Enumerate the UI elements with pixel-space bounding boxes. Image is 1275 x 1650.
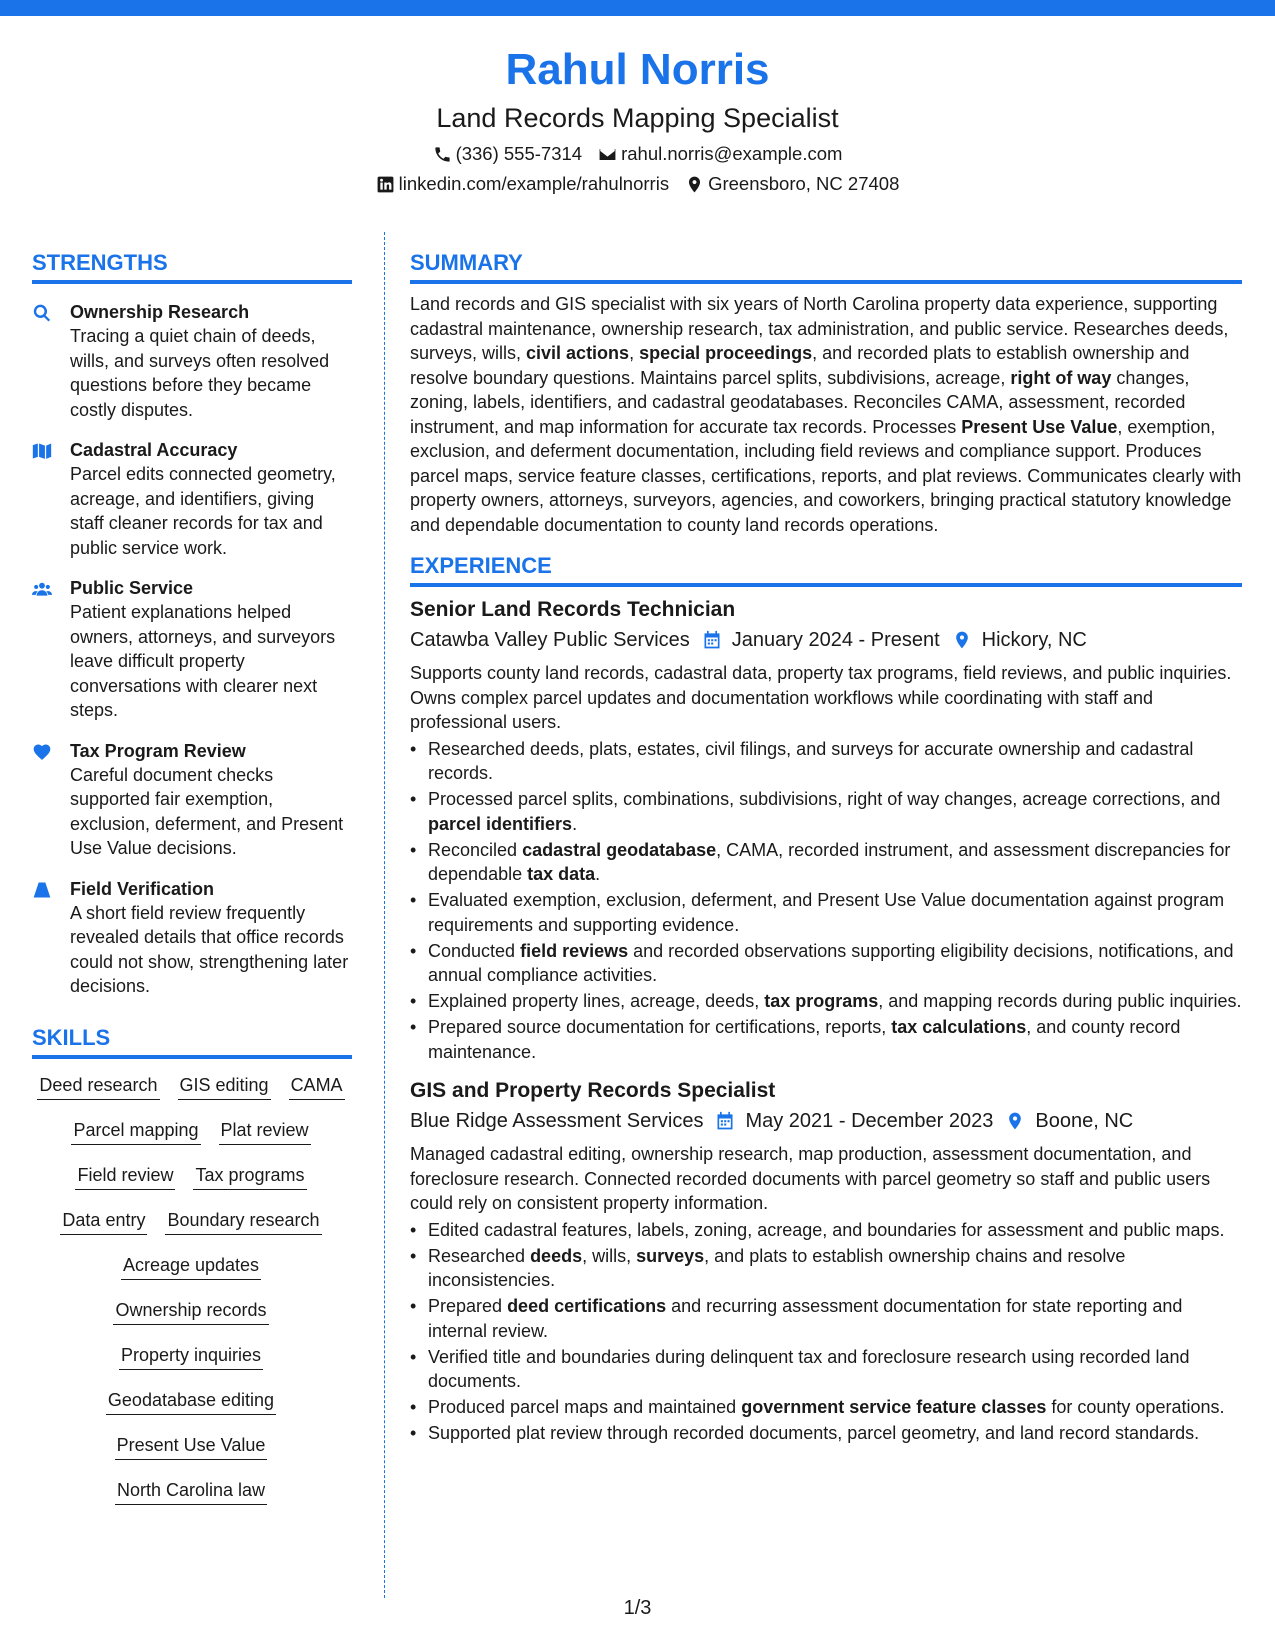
bold-text: tax data	[527, 864, 596, 884]
skill-row	[32, 1253, 350, 1280]
phone-text: (336) 555-7314	[455, 143, 583, 164]
skill-tag: Present Use Value	[115, 1433, 268, 1460]
strengths-heading: STRENGTHS	[32, 248, 352, 284]
text-span: , and plats to establish ownership chains and resolve inconsistencies.	[428, 1245, 1126, 1290]
heart-icon	[32, 742, 52, 762]
skill-row	[32, 1388, 350, 1415]
bold-text: civil actions	[526, 343, 630, 363]
skill-tag: Field review	[75, 1163, 175, 1190]
strength-title: Ownership Research	[70, 302, 250, 322]
text-span: Prepared	[428, 1296, 508, 1316]
strength-title: Field Verification	[70, 878, 215, 899]
bullet-item	[410, 1345, 1242, 1394]
skill-tag: Deed research	[37, 1073, 159, 1100]
right-column	[410, 248, 1242, 1447]
job-location: Hickory, NC	[981, 629, 1087, 651]
text-span: and recorded observations supporting eligibility decisions, notifications, and annual compliance activities.	[428, 940, 1234, 985]
strength-desc: A short field review frequently revealed details that office records could not show, strengthening later decisions.	[70, 902, 349, 996]
page-number: 1/3	[623, 1597, 652, 1619]
map-pin-icon	[952, 630, 972, 650]
skill-row	[32, 1208, 350, 1235]
job-dates: May 2021 - December 2023	[745, 1110, 994, 1132]
bullet-item	[410, 1421, 1242, 1446]
bold-text: special proceedings	[639, 343, 813, 363]
job-title: Land Records Mapping Specialist	[436, 103, 839, 133]
skill-row	[32, 1073, 350, 1100]
bold-text: parcel identifiers	[428, 813, 573, 834]
text-span: Produced parcel maps and maintained	[428, 1397, 742, 1417]
text-span: Conducted	[428, 940, 521, 961]
text-span: Land records and GIS specialist with six years of North Carolina property data experience, supporting cadastral maintenance, ownership research, tax administration, and public service. Researches deeds, surveys, wills,	[410, 294, 1229, 363]
linkedin-contact[interactable]	[376, 172, 669, 196]
location-contact	[685, 172, 899, 196]
text-span: Edited cadastral features, labels, zoning, acreage, and boundaries for assessment and public maps.	[428, 1219, 1225, 1240]
skill-row	[32, 1298, 350, 1325]
summary-text	[410, 292, 1242, 537]
summary-heading: SUMMARY	[410, 248, 1242, 284]
search-icon	[32, 303, 52, 323]
top-accent-bar	[0, 0, 1275, 16]
text-span: Prepared source documentation for certifications, reports,	[428, 1017, 892, 1037]
candidate-name: Rahul Norris	[505, 45, 770, 94]
strength-desc: Patient explanations helped owners, attorneys, and surveyors leave difficult property conversations with clearer next steps.	[70, 602, 336, 720]
bold-text: deeds	[530, 1245, 583, 1266]
text-span: ,	[629, 343, 640, 363]
job-location: Boone, NC	[1035, 1110, 1134, 1132]
email-contact[interactable]	[598, 142, 842, 166]
strength-title: Tax Program Review	[70, 740, 246, 761]
text-span: and recurring assessment documentation for state reporting and internal review.	[428, 1296, 1183, 1341]
strength-item	[32, 739, 352, 861]
bullet-item	[410, 1244, 1242, 1293]
bold-text: surveys	[636, 1245, 705, 1266]
strength-item	[32, 576, 352, 723]
text-span: Evaluated exemption, exclusion, deferment, and Present Use Value documentation against program requirements and supporting evidence.	[428, 890, 1225, 935]
contact-row-2	[0, 172, 1275, 196]
strength-item	[32, 300, 352, 422]
map-icon	[32, 441, 52, 461]
skill-tag: Property inquiries	[119, 1343, 263, 1370]
email-text: rahul.norris@example.com	[621, 143, 843, 164]
skill-tag: Parcel mapping	[71, 1118, 200, 1145]
strength-title: Cadastral Accuracy	[70, 440, 238, 460]
strength-item	[32, 877, 352, 999]
bullet-item	[410, 787, 1242, 836]
strength-desc: Parcel edits connected geometry, acreage, and identifiers, giving staff cleaner records for tax and public service work.	[70, 464, 336, 558]
bold-text: government service feature classes	[741, 1397, 1047, 1417]
text-span: Explained property lines, acreage, deeds,	[428, 991, 765, 1011]
bullet-item	[410, 989, 1242, 1014]
bullet-item	[410, 737, 1242, 786]
text-span: for county operations.	[1046, 1397, 1225, 1417]
job-company: Blue Ridge Assessment Services	[410, 1110, 704, 1132]
text-span: , and county record maintenance.	[428, 1017, 1181, 1062]
text-span: , CAMA, recorded instrument, and assessment discrepancies for dependable	[428, 839, 1231, 884]
job-bullets	[410, 1218, 1242, 1446]
text-span: changes, zoning, labels, identifiers, and cadastral geodatabases. Reconciles CAMA, assessment, recorded instrument, and map information for accurate tax records. Processes	[410, 367, 1190, 437]
calendar-icon	[715, 1111, 735, 1131]
text-span: .	[572, 813, 578, 834]
column-divider	[384, 232, 385, 1598]
skill-tag: Tax programs	[193, 1163, 306, 1190]
bullet-item	[410, 939, 1242, 988]
experience-heading: EXPERIENCE	[410, 551, 1242, 587]
skill-row	[32, 1478, 350, 1505]
users-icon	[32, 579, 52, 599]
skill-row	[32, 1163, 350, 1190]
skill-row	[32, 1433, 350, 1460]
bullet-item	[410, 888, 1242, 937]
skill-tag: Ownership records	[113, 1298, 268, 1325]
job-position-title: GIS and Property Records Specialist	[410, 1079, 776, 1102]
skill-tag: CAMA	[289, 1073, 345, 1100]
text-span: Supported plat review through recorded documents, parcel geometry, and land record standards.	[428, 1423, 1200, 1443]
skill-row	[32, 1343, 350, 1370]
job-dates: January 2024 - Present	[731, 629, 940, 651]
bullet-item	[410, 1395, 1242, 1420]
bold-text: Present Use Value	[961, 416, 1118, 437]
skill-tag: GIS editing	[178, 1073, 271, 1100]
bold-text: cadastral geodatabase	[522, 839, 717, 860]
skill-tag: Plat review	[219, 1118, 311, 1145]
skill-tag: Boundary research	[165, 1208, 321, 1235]
skills-list	[32, 1073, 350, 1505]
left-column	[32, 248, 352, 1523]
bullet-item	[410, 1218, 1242, 1243]
job-position-title: Senior Land Records Technician	[410, 598, 736, 621]
bold-text: right of way	[1010, 367, 1112, 388]
job-company: Catawba Valley Public Services	[410, 629, 690, 651]
job-meta	[410, 1106, 1242, 1136]
text-span: Processed parcel splits, combinations, subdivisions, right of way changes, acreage corrections, and	[428, 789, 1221, 809]
contact-row-1	[0, 142, 1275, 166]
phone-icon	[433, 145, 452, 164]
map-pin-icon	[685, 175, 704, 194]
bold-text: tax programs	[764, 991, 879, 1011]
strength-desc: Tracing a quiet chain of deeds, wills, and surveys often resolved questions before they became costly disputes.	[70, 326, 330, 420]
bullet-item	[410, 1015, 1242, 1064]
resume-header	[0, 40, 1275, 196]
phone-contact[interactable]	[433, 142, 583, 166]
skill-tag: Geodatabase editing	[106, 1388, 276, 1415]
linkedin-text: linkedin.com/example/rahulnorris	[398, 173, 670, 194]
strength-title: Public Service	[70, 578, 194, 598]
bullet-item	[410, 1294, 1242, 1343]
envelope-icon	[598, 145, 617, 164]
job-description: Supports county land records, cadastral data, property tax programs, field reviews, and public inquiries. Owns complex parcel updates and documentation workflows while coordinating with staff and professional users.	[410, 663, 1232, 732]
skill-row	[32, 1118, 350, 1145]
bold-text: tax calculations	[891, 1017, 1027, 1037]
bold-text: field reviews	[520, 940, 629, 961]
strength-item	[32, 438, 352, 560]
linkedin-icon	[376, 175, 395, 194]
text-span: , and recorded plats to establish ownership and resolve boundary questions. Maintains parcel splits, subdivisions, acreage,	[410, 343, 1190, 388]
skill-tag: Data entry	[60, 1208, 147, 1235]
map-pin-icon	[1005, 1111, 1025, 1131]
calendar-icon	[702, 630, 722, 650]
location-text: Greensboro, NC 27408	[708, 173, 900, 194]
text-span: Reconciled	[428, 839, 523, 860]
strength-desc: Careful document checks supported fair exemption, exclusion, deferment, and Present Use Value decisions.	[70, 764, 344, 858]
job-entry	[410, 1076, 1242, 1446]
text-span: Researched	[428, 1245, 531, 1266]
bullet-item	[410, 838, 1242, 887]
road-icon	[32, 880, 52, 900]
skill-tag: North Carolina law	[115, 1478, 267, 1505]
text-span: , and mapping records during public inquiries.	[878, 991, 1242, 1011]
bold-text: deed certifications	[507, 1296, 667, 1316]
text-span: , exemption, exclusion, and deferment documentation, including field reviews and compliance support. Produces parcel maps, service feature classes, certifications, reports, and plat reviews. Communicates clearly with property owners, attorneys, surveyors, agencies, and coworkers, bringing practical statutory knowledge and dependable documentation to county land records operations.	[410, 416, 1242, 535]
job-meta	[410, 625, 1242, 655]
job-description: Managed cadastral editing, ownership research, map production, assessment documentation, and foreclosure research. Connected recorded documents with parcel geometry so staff and public users could rely on consistent property information.	[410, 1144, 1211, 1213]
skill-tag: Acreage updates	[121, 1253, 261, 1280]
text-span: Verified title and boundaries during delinquent tax and foreclosure research using recorded land documents.	[428, 1346, 1190, 1391]
job-bullets	[410, 737, 1242, 1065]
text-span: , wills,	[582, 1245, 637, 1266]
skills-heading: SKILLS	[32, 1023, 352, 1059]
job-entry	[410, 595, 1242, 1064]
text-span: Researched deeds, plats, estates, civil filings, and surveys for accurate ownership and cadastral records.	[428, 738, 1194, 783]
text-span: .	[595, 864, 601, 884]
